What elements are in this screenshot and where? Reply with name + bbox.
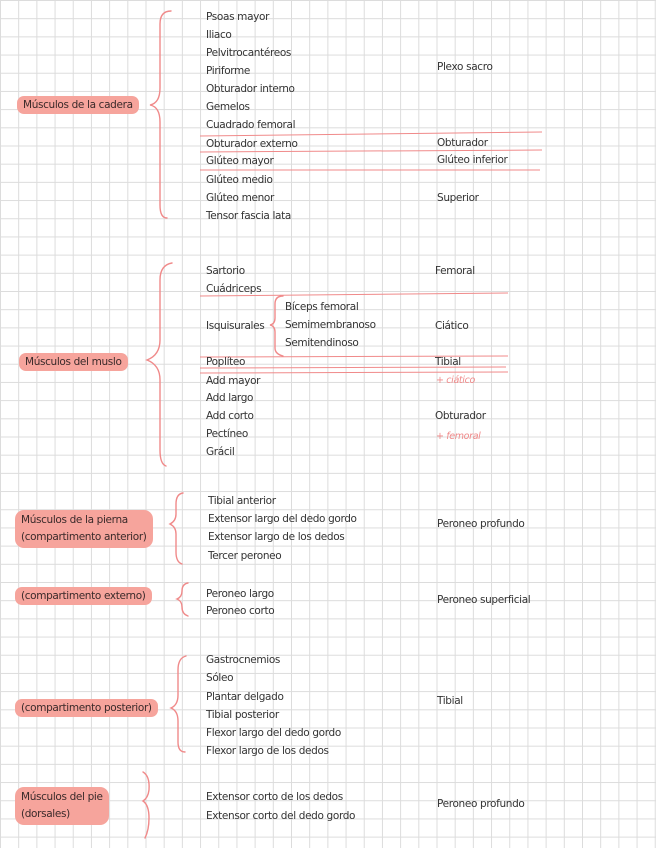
nerve-label: Plexo sacro — [437, 61, 493, 73]
nerve-label: Tibial — [437, 695, 463, 707]
nerve-label: Obturador — [435, 410, 486, 422]
section-label-leg-anterior — [15, 510, 153, 548]
muscle-item: Iliaco — [206, 29, 232, 41]
note-label: + ciático — [436, 375, 475, 386]
leg-posterior-brace — [171, 656, 186, 752]
muscle-item: Extensor largo del dedo gordo — [208, 513, 357, 525]
muscle-item: Isquisurales — [206, 320, 265, 332]
section-label-line: (dorsales) — [21, 808, 70, 820]
thigh-brace — [147, 263, 172, 466]
muscle-item: Cuádriceps — [206, 283, 262, 295]
muscle-item: Add largo — [206, 392, 254, 404]
leg-anterior-brace — [170, 493, 183, 564]
section-label-line: Músculos del pie — [21, 791, 103, 803]
muscle-item: Tensor fascia lata — [206, 210, 291, 222]
hip-brace — [150, 11, 171, 218]
section-label-foot — [15, 787, 109, 825]
muscle-item: Piriforme — [206, 65, 251, 77]
muscle-item: Add mayor — [206, 375, 261, 387]
note-label: + femoral — [436, 431, 481, 442]
nerve-label: Glúteo inferior — [437, 154, 508, 166]
muscle-item: Tibial anterior — [208, 495, 276, 507]
muscle-item: Extensor largo de los dedos — [208, 531, 345, 543]
muscle-item: Flexor largo de los dedos — [206, 745, 329, 757]
muscle-item: Extensor corto del dedo gordo — [206, 810, 356, 822]
muscle-item: Peroneo corto — [206, 605, 275, 617]
section-label-thigh: Músculos del muslo — [19, 353, 128, 371]
muscle-item: Plantar delgado — [206, 691, 284, 703]
nerve-label: Obturador — [437, 137, 488, 149]
hamstring-item: Semitendinoso — [285, 337, 359, 349]
hamstring-item: Semimembranoso — [285, 319, 376, 331]
nerve-label: Peroneo superficial — [437, 594, 531, 606]
nerve-label: Peroneo profundo — [437, 518, 525, 530]
muscle-item: Tercer peroneo — [208, 550, 282, 562]
muscle-item: Sóleo — [206, 672, 234, 684]
divider-line — [200, 150, 542, 152]
nerve-label: Superior — [437, 192, 479, 204]
muscle-item: Gastrocnemios — [206, 654, 281, 666]
muscle-item: Add corto — [206, 410, 254, 422]
nerve-label: Ciático — [435, 320, 469, 332]
muscle-item: Gemelos — [206, 101, 250, 113]
muscle-item: Psoas mayor — [206, 11, 270, 23]
muscle-item: Extensor corto de los dedos — [206, 791, 343, 803]
section-label-line: (compartimento anterior) — [21, 531, 147, 543]
nerve-label: Tibial — [435, 356, 461, 368]
muscle-item: Pectíneo — [206, 428, 248, 440]
muscle-item: Glúteo medio — [206, 174, 273, 186]
divider-line — [200, 132, 542, 136]
muscle-item: Cuadrado femoral — [206, 119, 296, 131]
muscle-item: Flexor largo del dedo gordo — [206, 727, 341, 739]
divider-line — [200, 356, 508, 357]
muscle-item: Peroneo largo — [206, 588, 274, 600]
nerve-label: Peroneo profundo — [437, 798, 525, 810]
hamstrings-brace — [270, 296, 283, 356]
divider-line — [200, 372, 508, 373]
muscle-item: Sartorio — [206, 265, 245, 277]
muscle-item: Glúteo menor — [206, 192, 274, 204]
muscle-item: Tibial posterior — [206, 709, 279, 721]
foot-brace — [143, 772, 149, 838]
leg-lateral-brace — [177, 583, 188, 616]
muscle-item: Pelvitrocantéreos — [206, 47, 292, 59]
section-label-hip: Músculos de la cadera — [17, 96, 139, 114]
nerve-label: Femoral — [435, 265, 475, 277]
section-label-line: Músculos de la pierna — [21, 514, 128, 526]
hamstring-item: Bíceps femoral — [285, 301, 359, 313]
section-label-leg-lateral: (compartimento externo) — [15, 587, 152, 605]
muscle-item: Obturador externo — [206, 138, 298, 150]
section-label-leg-posterior: (compartimento posterior) — [15, 699, 158, 717]
muscle-item: Glúteo mayor — [206, 155, 274, 167]
muscle-item: Poplíteo — [206, 356, 246, 368]
muscle-item: Grácil — [206, 446, 235, 458]
muscle-item: Obturador interno — [206, 83, 295, 95]
